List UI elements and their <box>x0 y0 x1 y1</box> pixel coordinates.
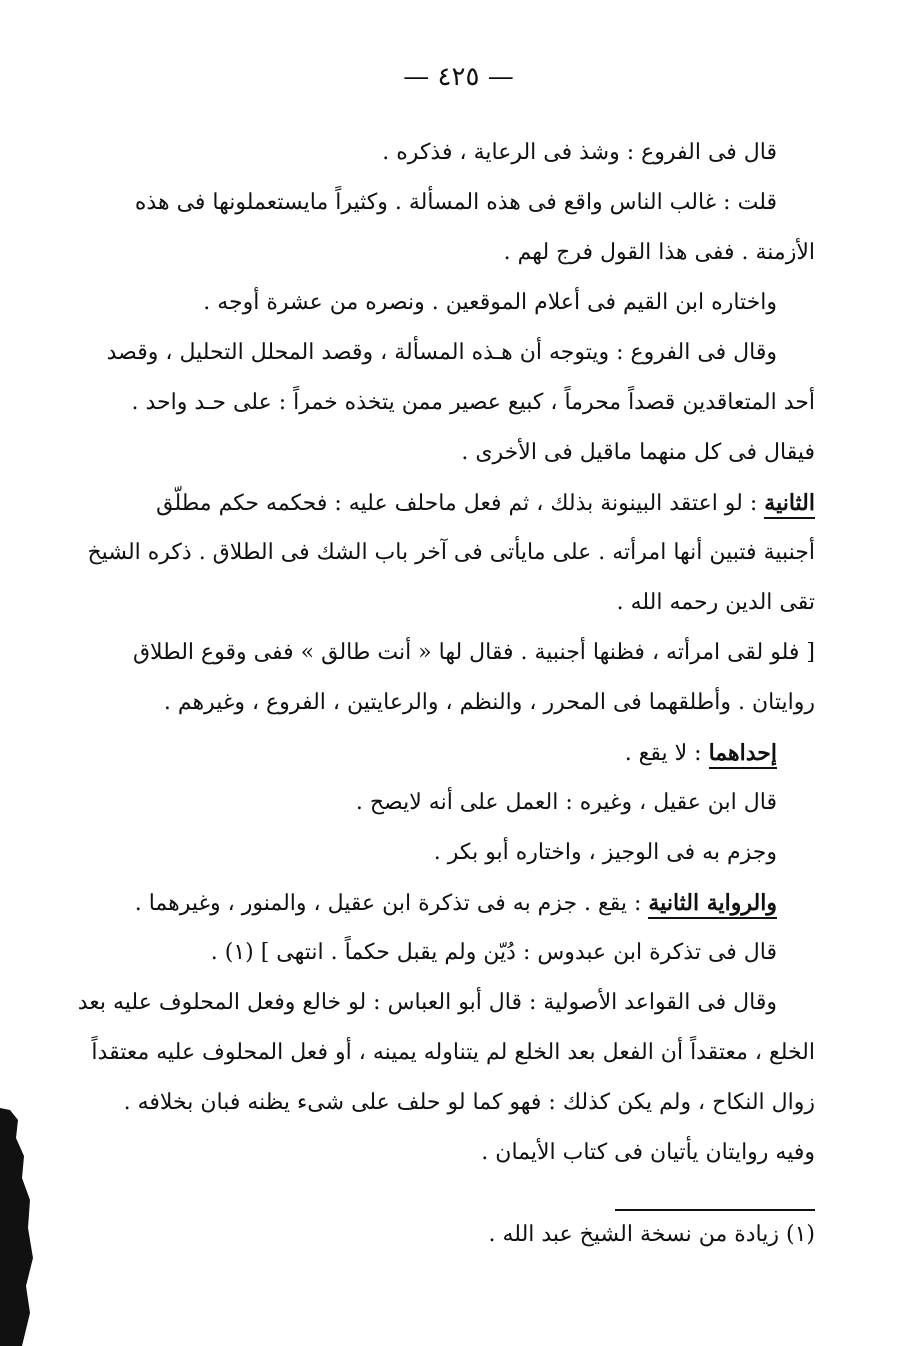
text-line <box>160 278 815 328</box>
text-line <box>160 228 815 278</box>
line-text: قال فى الفروع : وشذ فى الرعاية ، فذكره . <box>382 140 777 165</box>
text-line <box>160 578 815 628</box>
text-line <box>160 728 815 778</box>
text-line <box>160 428 815 478</box>
text-line <box>132 628 815 678</box>
line-text: روايتان . وأطلقهما فى المحرر ، والنظم ، والرعايتين ، الفروع ، وغيرهم . <box>163 690 815 715</box>
line-text: : لو اعتقد البينونة بذلك ، ثم فعل ماحلف عليه : فحكمه حكم مطلّق <box>156 491 758 516</box>
section-lead: والرواية الثانية <box>648 890 777 919</box>
text-line <box>123 1078 815 1128</box>
line-text: [ فلو لقى امرأته ، فظنها أجنبية . فقال لها « أنت طالق » ففى وقوع الطلاق <box>132 640 815 665</box>
footnote-divider <box>615 1209 815 1211</box>
footnote: (١) زيادة من نسخة الشيخ عبد الله . <box>488 1222 815 1247</box>
line-text: قلت : غالب الناس واقع فى هذه المسألة . وكثيراً مايستعملونها فى هذه <box>134 190 777 215</box>
line-text: تقى الدين رحمه الله . <box>616 590 815 615</box>
line-text: أجنبية فتبين أنها امرأته . على مايأتى فى آخر باب الشك فى الطلاق . ذكره الشيخ <box>87 540 815 565</box>
text-line <box>77 978 815 1028</box>
section-lead: الثانية <box>764 490 815 519</box>
line-text: واختاره ابن القيم فى أعلام الموقعين . ونصره من عشرة أوجه . <box>203 290 777 315</box>
line-text: : لا يقع . <box>624 741 702 766</box>
text-line <box>160 1128 815 1178</box>
text-line <box>106 328 815 378</box>
text-line <box>91 1028 815 1078</box>
line-text: قال ابن عقيل ، وغيره : العمل على أنه لايصح . <box>355 790 777 815</box>
text-line <box>160 678 815 728</box>
text-line <box>160 928 815 978</box>
scan-edge-shadow <box>0 1108 34 1346</box>
text-line <box>131 378 815 428</box>
line-text: الخلع ، معتقداً أن الفعل بعد الخلع لم يتناوله يمينه ، أو فعل المحلوف عليه معتقداً <box>91 1040 815 1065</box>
body-text <box>77 128 815 1178</box>
text-line <box>134 878 815 928</box>
line-text: الأزمنة . ففى هذا القول فرج لهم . <box>503 240 815 265</box>
line-text: فيقال فى كل منهما ماقيل فى الأخرى . <box>461 440 815 465</box>
line-text: قال فى تذكرة ابن عبدوس : دُيّن ولم يقبل حكماً . انتهى ] (١) . <box>210 940 777 965</box>
text-line <box>160 128 815 178</box>
line-text: وقال فى القواعد الأصولية : قال أبو العباس : لو خالع وفعل المحلوف عليه بعد <box>77 990 777 1015</box>
line-text: زوال النكاح ، ولم يكن كذلك : فهو كما لو حلف على شىء يظنه فبان بخلافه . <box>123 1090 815 1115</box>
text-line <box>134 178 815 228</box>
line-text: أحد المتعاقدين قصداً محرماً ، كبيع عصير ممن يتخذه خمراً : على حـد واحد . <box>131 390 815 415</box>
text-line <box>87 528 815 578</box>
text-line <box>160 828 815 878</box>
line-text: : يقع . جزم به فى تذكرة ابن عقيل ، والمنور ، وغيرهما . <box>134 891 642 916</box>
line-text: وقال فى الفروع : ويتوجه أن هـذه المسألة ، وقصد المحلل التحليل ، وقصد <box>106 340 777 365</box>
text-line <box>156 478 815 528</box>
section-lead: إحداهما <box>709 740 777 769</box>
line-text: وجزم به فى الوجيز ، واختاره أبو بكر . <box>433 840 777 865</box>
text-line <box>160 778 815 828</box>
page-number: — ٤٢٥ — <box>403 62 514 92</box>
line-text: وفيه روايتان يأتيان فى كتاب الأيمان . <box>481 1140 815 1165</box>
